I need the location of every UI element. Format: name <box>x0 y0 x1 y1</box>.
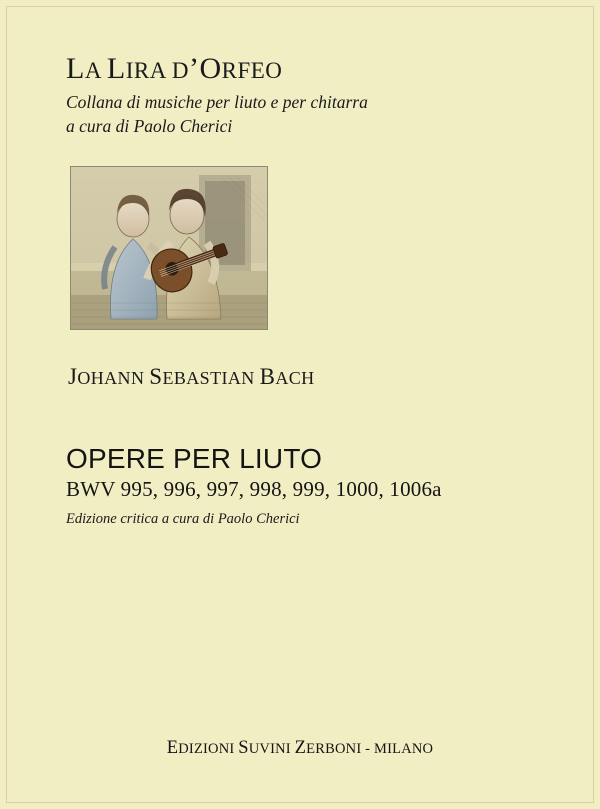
publisher-s: S <box>238 738 249 758</box>
composer-s: S <box>149 364 163 389</box>
series-title-a: A <box>84 58 107 83</box>
publisher-ilano: ILANO <box>387 741 434 757</box>
edition-note: Edizione critica a cura di Paolo Cherici <box>66 511 300 527</box>
series-title-ira-d: IRA D <box>125 58 189 83</box>
series-subtitle: Collana di musiche per liuto e per chitarra <box>66 92 368 112</box>
composer-ebastian: EBASTIAN <box>162 368 260 388</box>
composer-name <box>68 364 315 390</box>
engraving-illustration <box>71 167 267 329</box>
work-catalogue-numbers: BWV 995, 996, 997, 998, 999, 1000, 1006a <box>66 477 442 501</box>
publisher-dizioni: DIZIONI <box>178 741 239 757</box>
series-title-l1: L <box>66 52 85 85</box>
publisher-uvini: UVINI <box>248 741 295 757</box>
publisher-e: E <box>166 738 179 758</box>
composer-b: B <box>259 364 276 389</box>
composer-ohann: OHANN <box>77 368 150 388</box>
publisher-z: Z <box>294 738 307 758</box>
series-title-rfeo: RFEO <box>221 58 283 83</box>
publisher-imprint <box>0 738 600 759</box>
series-heading <box>66 52 546 138</box>
cover-engraving <box>70 166 268 330</box>
publisher-erboni-m: ERBONI - M <box>306 741 388 757</box>
work-title: OPERE PER LIUTO <box>66 443 323 474</box>
series-editor: a cura di Paolo Cherici <box>66 115 233 136</box>
series-title <box>66 52 546 85</box>
composer-j: J <box>68 364 78 389</box>
composer-ach: ACH <box>275 368 315 388</box>
series-title-l2: L <box>106 52 126 85</box>
series-title-apos-o: ’O <box>188 52 222 85</box>
